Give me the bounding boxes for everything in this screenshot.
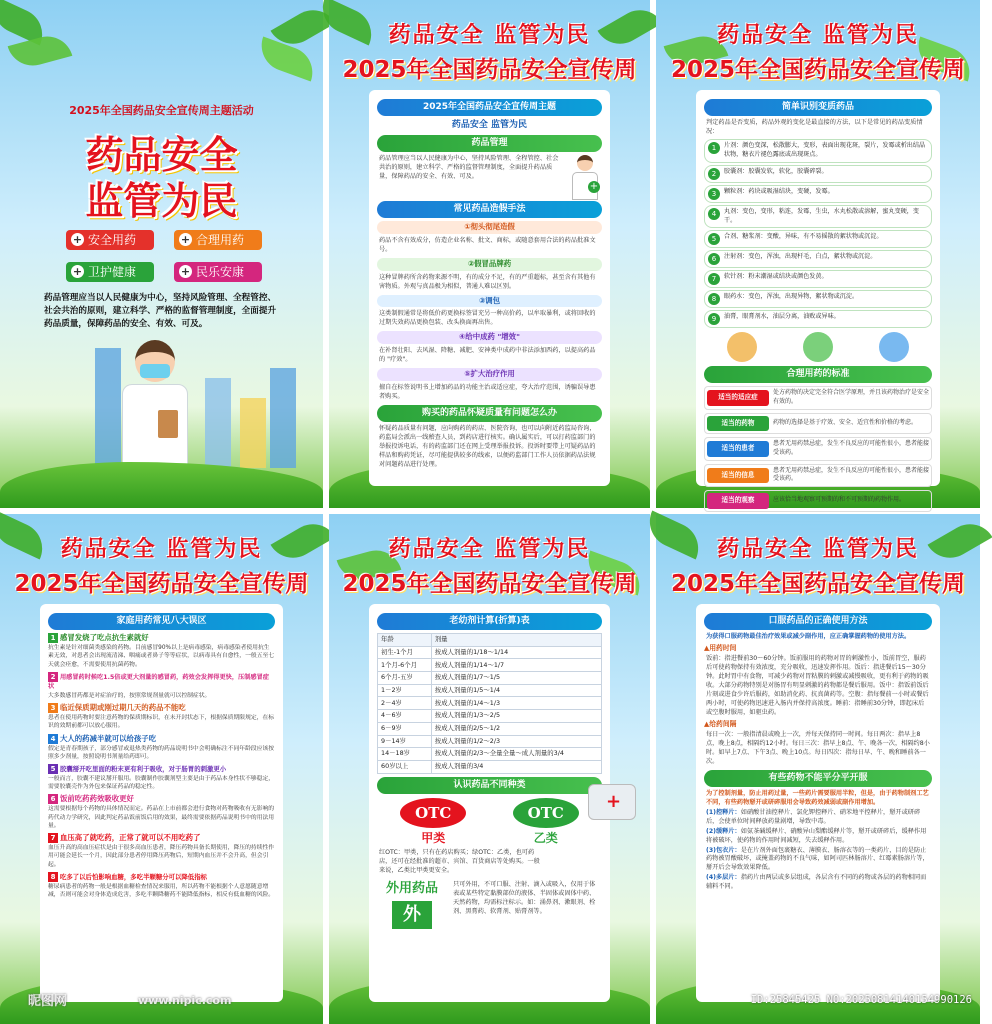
- myth-item: 1 感冒发烧了吃点抗生素就好 抗生素是针对细菌类感染的药物。目前感冒90%以上是病毒感染，病毒感染者使用抗生素无效，对患者会出现流清涕、咽痛或者鼻子等等症状，以病毒具有自愈性，一般五至七天就会痊愈，不需要使用抗菌药物。: [48, 633, 275, 668]
- section-myths: 家庭用药常见八大误区: [48, 613, 275, 630]
- otc-class-a: 甲类: [421, 830, 446, 845]
- poster-header: [656, 18, 980, 84]
- col-age: 年龄: [378, 634, 432, 647]
- header-campaign: 2025年全国药品安全宣传周: [342, 571, 637, 597]
- myth-item: 7 血压高了就吃药，正常了就可以不用吃药了 血压升高的高血压症状是由于很多高血压患者，降压药物具备长期使用，降压的持续性作用可能会延长一个月，因此部分患者停用降压药物后，短期内血压并不会升高，但会引起。: [48, 833, 275, 868]
- rule-item: 5 合剂、糖浆剂：变酸，异味，有不易摇散的絮状物或沉淀。: [704, 230, 932, 248]
- header-campaign: 2025年全国药品安全宣传周: [670, 571, 965, 597]
- poster-drug-management: [329, 0, 650, 508]
- quality-issue-text: 怀疑药品质量有问题，应向购药的药店、医院咨询，也可以向附近药监局咨询，药监局会派出一线稽查人员，到药店进行核实。确认属实后，可以打药监部门的举报投诉电话，有的药监部门还在网上受理举报投诉。投诉时要带上可疑药品的样品和购药凭证，尽可能提供较多的线索，以便药监部门工作人员依据药品法规对问题药品进行处理。: [379, 424, 596, 468]
- oral-intro: 为获得口服药物最佳治疗效果或减少副作用，应正确掌握药物的使用方法。: [706, 633, 911, 641]
- watermark-url: www.nipic.com: [138, 994, 232, 1007]
- header-slogan: 药品安全 监管为民: [60, 537, 263, 562]
- table-row: 9－14岁 按成人剂量的1/2～2/3: [378, 735, 602, 748]
- myth-item: 3 临近保质期或刚过期几天的药品不能吃 患者在使用药物时要注意药物的保质期标识，在未开封状态下，根据保质期限规定，在标识的效期前都可以放心服用。: [48, 703, 275, 730]
- standard-item: 适当的药物 药物的选择是基于疗效、安全、适宜性和价格的考虑。: [704, 413, 932, 435]
- building-decoration: [270, 368, 296, 468]
- section-drug-types: 认识药品不同种类: [377, 777, 602, 794]
- section-quality-issue: 购买的药品怀疑质量有问题怎么办: [377, 405, 602, 422]
- rule-item: 2 胶囊剂：胶囊发软，软化，胶囊碎裂。: [704, 165, 932, 183]
- col-dose: 剂量: [431, 634, 601, 647]
- table-row: 14－18岁 按成人剂量的2/3～全量全量～成人剂量的3/4: [378, 748, 602, 761]
- method-desc: 擅自在标签说明书上增加药品的功能主治或适应症，夸大治疗范围，诱骗误导患者购买。: [379, 383, 596, 400]
- header-slogan: 药品安全 监管为民: [717, 537, 919, 562]
- tag-wellbeing: + 民乐安康: [174, 262, 262, 282]
- section-dosage: 老幼剂计算(折算)表: [377, 613, 602, 630]
- poster-header: [0, 532, 323, 598]
- table-row: 4－6岁 按成人剂量的1/3～2/5: [378, 710, 602, 723]
- poster-identify-spoiled-drugs: [656, 0, 980, 508]
- content-card: [369, 604, 610, 1002]
- table-row: 初生-1个月 按成人剂量的1/18～1/14: [378, 646, 602, 659]
- section-no-splitting: 有些药物不能平分平开服: [704, 770, 932, 787]
- poster-oral-medication: [656, 514, 980, 1024]
- rule-item: 9 油膏，眼膏剂水，油层分离，油败或异味。: [704, 310, 932, 328]
- section-drug-management: 药品管理: [377, 135, 602, 152]
- sustained-release-item: (2)缓释片：如氨茶碱缓释片、硝酸异山梨酯缓释片等，掰开或研碎后，缓释作用将被破坏，使药物的作用时间减短，失去缓释作用。: [706, 827, 927, 844]
- method-desc: 这类制假通常是将低价药更换标签冒充另一种高价药，以牟取暴利，或将回收的过期失效药品更换包装、改头换面再出售。: [379, 310, 596, 327]
- method-title: ①彻头彻尾造假: [377, 221, 602, 234]
- otc-description: 红OTC：甲类，只有在药店购买；绿OTC：乙类，也可药店，还可在经批准的超市、宾馆、百货商店等处购买。一般来说，乙类比甲类更安全。: [379, 849, 540, 875]
- management-text: 药品管理应当以人民健康为中心，坚持风险管理、全程管控、社会共治的原则，建立科学、严格的监督管理制度，全面提升药品质量，保障药品的安全、有效、可及。: [379, 155, 559, 181]
- theme-slogan: 药品安全 监管为民: [451, 120, 528, 131]
- section-oral-usage: 口服药品的正确使用方法: [704, 613, 932, 630]
- header-campaign: 2025年全国药品安全宣传周: [670, 57, 965, 83]
- slogan-line-1: 药品安全: [85, 133, 238, 177]
- content-card: [696, 90, 940, 505]
- header-slogan: 药品安全 监管为民: [388, 23, 591, 48]
- building-decoration: [240, 398, 266, 468]
- rule-item: 3 颗粒剂：药块或吸湿结块，变硬，发霉。: [704, 185, 932, 203]
- poster-dosage-table: [329, 514, 650, 1024]
- standard-item: 适当的患者 患者无用药禁忌症，发生不良反应的可能性很小，患者能接受该药。: [704, 437, 932, 460]
- method-desc: 药品不含有效成分，仿造企业名称、批文、商标，或随意套用合法的药品批准文号。: [379, 236, 596, 253]
- poster-header: [329, 532, 650, 598]
- table-row: 2－4岁 按成人剂量的1/4～1/3: [378, 697, 602, 710]
- method-title: ②假冒品牌药: [377, 258, 602, 271]
- external-drug-mark: 外: [392, 901, 432, 929]
- method-title: ③调包: [377, 295, 602, 308]
- otc-class-b: 乙类: [533, 830, 558, 845]
- header-campaign: 2025年全国药品安全宣传周: [342, 57, 637, 83]
- multilayer-tablet-item: (4)多层片：指药片由两层或多层组成，各层含有不同的药物或各层的药物相同而辅料不同。: [706, 874, 927, 891]
- header-campaign: 2025年全国药品安全宣传周: [14, 571, 309, 597]
- rule-item: 4 丸剂：变色，变形，粘连，发霉，生虫，水丸松散或溶解，蜜丸变硬，变干。: [704, 205, 932, 229]
- myth-item: 6 饭前吃药药效吸收更好 这需要根据每个药物的具体情况而定。药品在上市前都会进行食物对药物吸收有无影响的药代动力学研究，因此判定药品饭前饭后用的效果，最终需要依据药品说明书中的用法用量。: [48, 794, 275, 829]
- external-drug-title: 外用药品: [385, 881, 438, 896]
- tag-health: + 卫护健康: [66, 262, 154, 282]
- header-slogan: 药品安全 监管为民: [388, 537, 591, 562]
- rule-item: 6 注射剂：变色，浑浊，出现杆毛，白点，絮状物或沉淀。: [704, 250, 932, 268]
- leaf-decoration: [8, 31, 73, 72]
- method-desc: 这种冒牌药所含药物来源不明，有的成分不足，有的严重超标，甚至含有其他有害物质。外观与真品极为相似，普通人难以区别。: [379, 273, 596, 290]
- event-title: 2025年全国药品安全宣传周主题活动: [69, 104, 254, 117]
- poster-header: [656, 532, 980, 598]
- identify-intro: 判定药品是否变质，药品外观的变化是最直接的方法，以下是常见的药品变质情况：: [706, 119, 923, 136]
- content-card: [40, 604, 283, 1002]
- coated-tablet-item: (3)包衣片：是在片剂外面包裹糖衣、薄膜衣、肠溶衣等的一类药片，目的是防止药物被胃酸破坏，或掩盖药物的不良气味，如阿司匹林肠溶片、红霉素肠溶片等，掰开后会导致效果降低。: [706, 846, 929, 872]
- rule-item: 1 片剂：颜色变深，松散膨大，变形，表面出现花斑，裂片，发霉或析出结晶状物，糖衣片褪色露底或出现斑点。: [704, 139, 932, 163]
- method-desc: 在补肾壮阳、去风湿、降糖、减肥、安神类中成药中非法添加西药，以提高药品的 "疗效"。: [379, 347, 596, 364]
- slogan-line-2: 监管为民: [85, 179, 238, 223]
- otc-green-logo: OTC: [513, 798, 579, 828]
- rule-item: 8 眼药水：变色，浑浊，出现异物，絮状物或沉淀。: [704, 290, 932, 308]
- standard-item: 适当的适应症 处方药物的决定完全符合医学原理，并且该药物治疗是安全有效的。: [704, 386, 932, 409]
- otc-logos: [377, 798, 602, 847]
- no-splitting-intro: 为了控制剂量，防止用药过量，一些药片需要服用半粒，但是，由于药物制剂工艺不同，有些药物掰开或研碎服用会导致药效减弱或副作用增加。: [706, 789, 929, 806]
- section-identify: 简单识别变质药品: [704, 99, 932, 116]
- table-row: 1个月-6个月 按成人剂量的1/14～1/7: [378, 659, 602, 672]
- otc-red-logo: OTC: [400, 798, 466, 828]
- content-card: [696, 604, 940, 1002]
- cover-intro-text: 药品管理应当以人民健康为中心，坚持风险管理、全程管控、社会共治的原则，建立科学、严格的监督管理制度，全面提升药品质量，保障药品的安全、有效、可及。: [44, 293, 277, 329]
- controlled-release-item: (1)控释片：如硝酸甘油控释片、氯化钾控释片、硝苯地平控释片，掰开或研碎后，会使单位时间释放药量剧增，导致中毒。: [706, 808, 921, 825]
- dosage-table: [377, 633, 602, 774]
- pills-illustration: [704, 332, 932, 362]
- poster-cover: [0, 0, 323, 508]
- section-theme: 2025年全国药品安全宣传周主题: [377, 99, 602, 116]
- external-drug-block: [377, 880, 602, 929]
- myth-item: 2 用感冒药时候吃1.5倍或更大剂量的感冒药，药效会发挥得更快，压制感冒症状 大多数感冒药都是对症治疗的，按照常规剂量就可以控制症状。: [48, 672, 269, 699]
- medical-kit-icon: [588, 784, 636, 820]
- table-row: 60岁以上 按成人剂量的3/4: [378, 760, 602, 773]
- watermark-id: ID:25845425 NO:20250814140154990126: [750, 994, 972, 1006]
- interval-text: 每日一次：一般指清晨或晚上一次，并每天保持同一时间。每日两次：指早上8点，晚上8点，相隔约12小时。每日三次：指早上8点、午、晚各一次，相隔约8小时。如早上7点、下午3点、晚上10点。每日四次：指每日早、午、晚和睡前各一次。: [706, 730, 930, 765]
- poster-header: [329, 18, 650, 84]
- subhead-interval: ▲给药间隔: [704, 719, 737, 728]
- table-row: 6－9岁 按成人剂量的2/5～1/2: [378, 722, 602, 735]
- timing-text: 饭前：指进餐前30～60分钟。饭前服用的药物对胃的刺激性小，饭前胃空，服药后可使药物保持有效浓度，充分吸收，迅速发挥作用。饭后：指进餐后15～30分钟。此时胃中有食物，可减少药物对胃粘膜的刺激或减慢吸收，更有利于药物的吸收。大部分药物特别是对肠胃有明显刺激的药物都是餐后服用。饭中：指饭前饭后片刻或进食少许后服药，如助消化药、抗真菌药等。空腹：指每餐前一小时或餐后两小时，可使药物迅速进入肠内并保持高浓度。睡前：指睡前30分钟，即起床后或空腹时服用，如驱虫药。: [706, 654, 929, 716]
- header-slogan: 药品安全 监管为民: [717, 23, 919, 48]
- section-counterfeit-methods: 常见药品造假手法: [377, 201, 602, 218]
- content-card: [369, 90, 610, 486]
- myth-item: 8 吃多了以后怕影响血糖，多吃半颗糖分可以降低指标 糖尿病患者的药物一般是根据血糖检查情况来服用，所以药物不能根据个人意愿随意增减，否则可能会对身体造成危害，多吃半颗降糖药不能降低指标，相反有低血糖的风险。: [48, 873, 275, 898]
- building-decoration: [205, 378, 231, 468]
- external-drug-desc: 只可外用，不可口服、注射、滴入或吸入，仅用于体表或某些特定黏膜部位的液体、半固体或固体中药、天然药物，均需标注标示。如：涌鼻剂、漱眼剂、栓剂、黑膏药、软膏剂、贴膏剂等。: [453, 881, 596, 915]
- watermark-site: 昵图网: [28, 994, 68, 1009]
- grass-decoration: [0, 462, 323, 508]
- rule-item: 7 软针剂：粉末潮湿或结块或颜色发黄。: [704, 270, 932, 288]
- method-title: ④给中成药 "增效": [377, 331, 602, 344]
- subhead-timing: ▲用药时间: [704, 644, 737, 653]
- poster-medication-myths: [0, 514, 323, 1024]
- standard-item: 适当的观察 应该恰当地观察可预期的和不可预期的药物作用。: [704, 490, 932, 512]
- tag-safe-medication: + 安全用药: [66, 230, 154, 250]
- tag-rational-medication: + 合理用药: [174, 230, 262, 250]
- myth-item: 4 大人的药减半就可以给孩子吃 假定是青春期孩子，部分感冒或退热类药物的药品说明书中会明确标注不同年龄段应该按照多少剂量，按照说明书剂量给药即可。: [48, 733, 275, 760]
- table-row: 1－2岁 按成人剂量的1/5～1/4: [378, 684, 602, 697]
- myth-item: 5 胶囊掰开吃里面的粉末更有利于吸收，对于肠胃的刺激更小 一般而言，胶囊不建议掰开服用。胶囊制作胶囊剂型主要是由于药品本身性状不够稳定，需要胶囊壳作为外包来保证药品的稳定性。: [48, 765, 275, 791]
- method-title: ⑤扩大治疗作用: [377, 368, 602, 381]
- table-row: 6个月-五岁 按成人剂量的1/7～1/5: [378, 672, 602, 685]
- standard-item: 适当的信息 患者无用药禁忌症，发生不良反应的可能性很小，患者能接受该药。: [704, 464, 932, 487]
- doctor-icon: +: [568, 155, 602, 201]
- section-rational-standard: 合理用药的标准: [704, 366, 932, 383]
